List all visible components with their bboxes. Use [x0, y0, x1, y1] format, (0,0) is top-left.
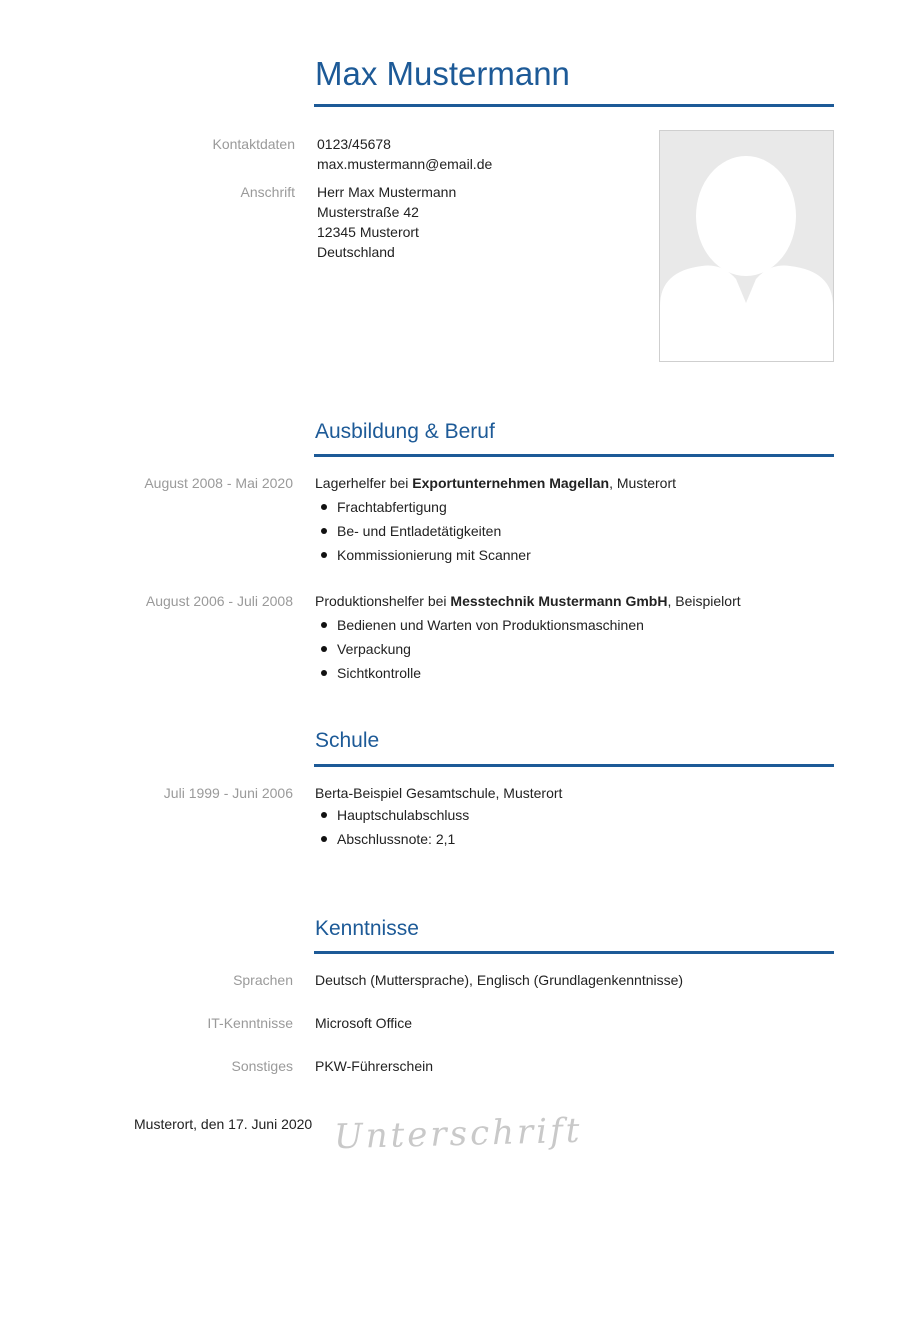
address-label: Anschrift: [240, 184, 295, 200]
experience-entry: [315, 473, 676, 567]
profile-photo: [659, 130, 834, 362]
page-title: Max Mustermann: [315, 55, 570, 92]
entry-heading: [315, 473, 676, 493]
skill-value: Deutsch (Muttersprache), Englisch (Grundlagenkenntnisse): [315, 972, 684, 988]
entry-role: Lagerhelfer bei: [315, 475, 413, 491]
skill-label: Sonstiges: [231, 1058, 293, 1074]
entry-bullet-list: [315, 495, 676, 567]
experience-entry: [315, 591, 741, 685]
contact-values: [317, 134, 492, 174]
entry-company: Exportunternehmen Magellan: [412, 475, 610, 491]
entry-role: Produktionshelfer bei: [315, 593, 451, 609]
section-underline: [314, 951, 834, 954]
entry-bullet-list: [315, 613, 741, 685]
entry-period: August 2006 - Juli 2008: [145, 593, 293, 609]
address-line: Musterstraße 42: [317, 204, 419, 220]
contact-label: Kontaktdaten: [212, 136, 295, 152]
entry-period: August 2008 - Mai 2020: [144, 475, 293, 491]
list-item: Frachtabfertigung: [315, 495, 676, 519]
address-line: 12345 Musterort: [317, 224, 419, 240]
entry-company: Messtechnik Mustermann GmbH: [450, 593, 668, 609]
list-item: Verpackung: [315, 637, 741, 661]
phone-number: 0123/45678: [317, 136, 391, 152]
entry-heading: Berta-Beispiel Gesamtschule, Musterort: [315, 785, 563, 801]
place-date: Musterort, den 17. Juni 2020: [134, 1116, 313, 1132]
list-item: Sichtkontrolle: [315, 661, 741, 685]
section-underline: [314, 764, 834, 767]
person-silhouette-icon: [660, 131, 833, 361]
entry-place: , Beispielort: [667, 593, 741, 609]
section-title-skills: Kenntnisse: [315, 917, 419, 940]
list-item: Hauptschulabschluss: [315, 803, 562, 827]
list-item: Kommissionierung mit Scanner: [315, 543, 676, 567]
address-line: Deutschland: [317, 244, 395, 260]
entry-heading: [315, 591, 741, 611]
list-item: Be- und Entladetätigkeiten: [315, 519, 676, 543]
address-values: [317, 182, 456, 262]
section-title-school: Schule: [315, 729, 380, 752]
title-underline: [314, 104, 834, 107]
entry-bullet-list: [315, 803, 562, 851]
skill-label: IT-Kenntnisse: [207, 1015, 293, 1031]
entry-place: , Musterort: [609, 475, 677, 491]
address-line: Herr Max Mustermann: [317, 184, 457, 200]
section-underline: [314, 454, 834, 457]
skill-label: Sprachen: [233, 972, 293, 988]
list-item: Abschlussnote: 2,1: [315, 827, 562, 851]
email-address: max.mustermann@email.de: [317, 156, 493, 172]
entry-period: Juli 1999 - Juni 2006: [163, 785, 293, 801]
section-title-experience: Ausbildung & Beruf: [315, 420, 495, 443]
school-entry: [315, 783, 562, 851]
list-item: Bedienen und Warten von Produktionsmaschinen: [315, 613, 741, 637]
signature: Unterschrift: [333, 1110, 583, 1158]
skill-value: PKW-Führerschein: [315, 1058, 434, 1074]
skill-value: Microsoft Office: [315, 1015, 412, 1031]
